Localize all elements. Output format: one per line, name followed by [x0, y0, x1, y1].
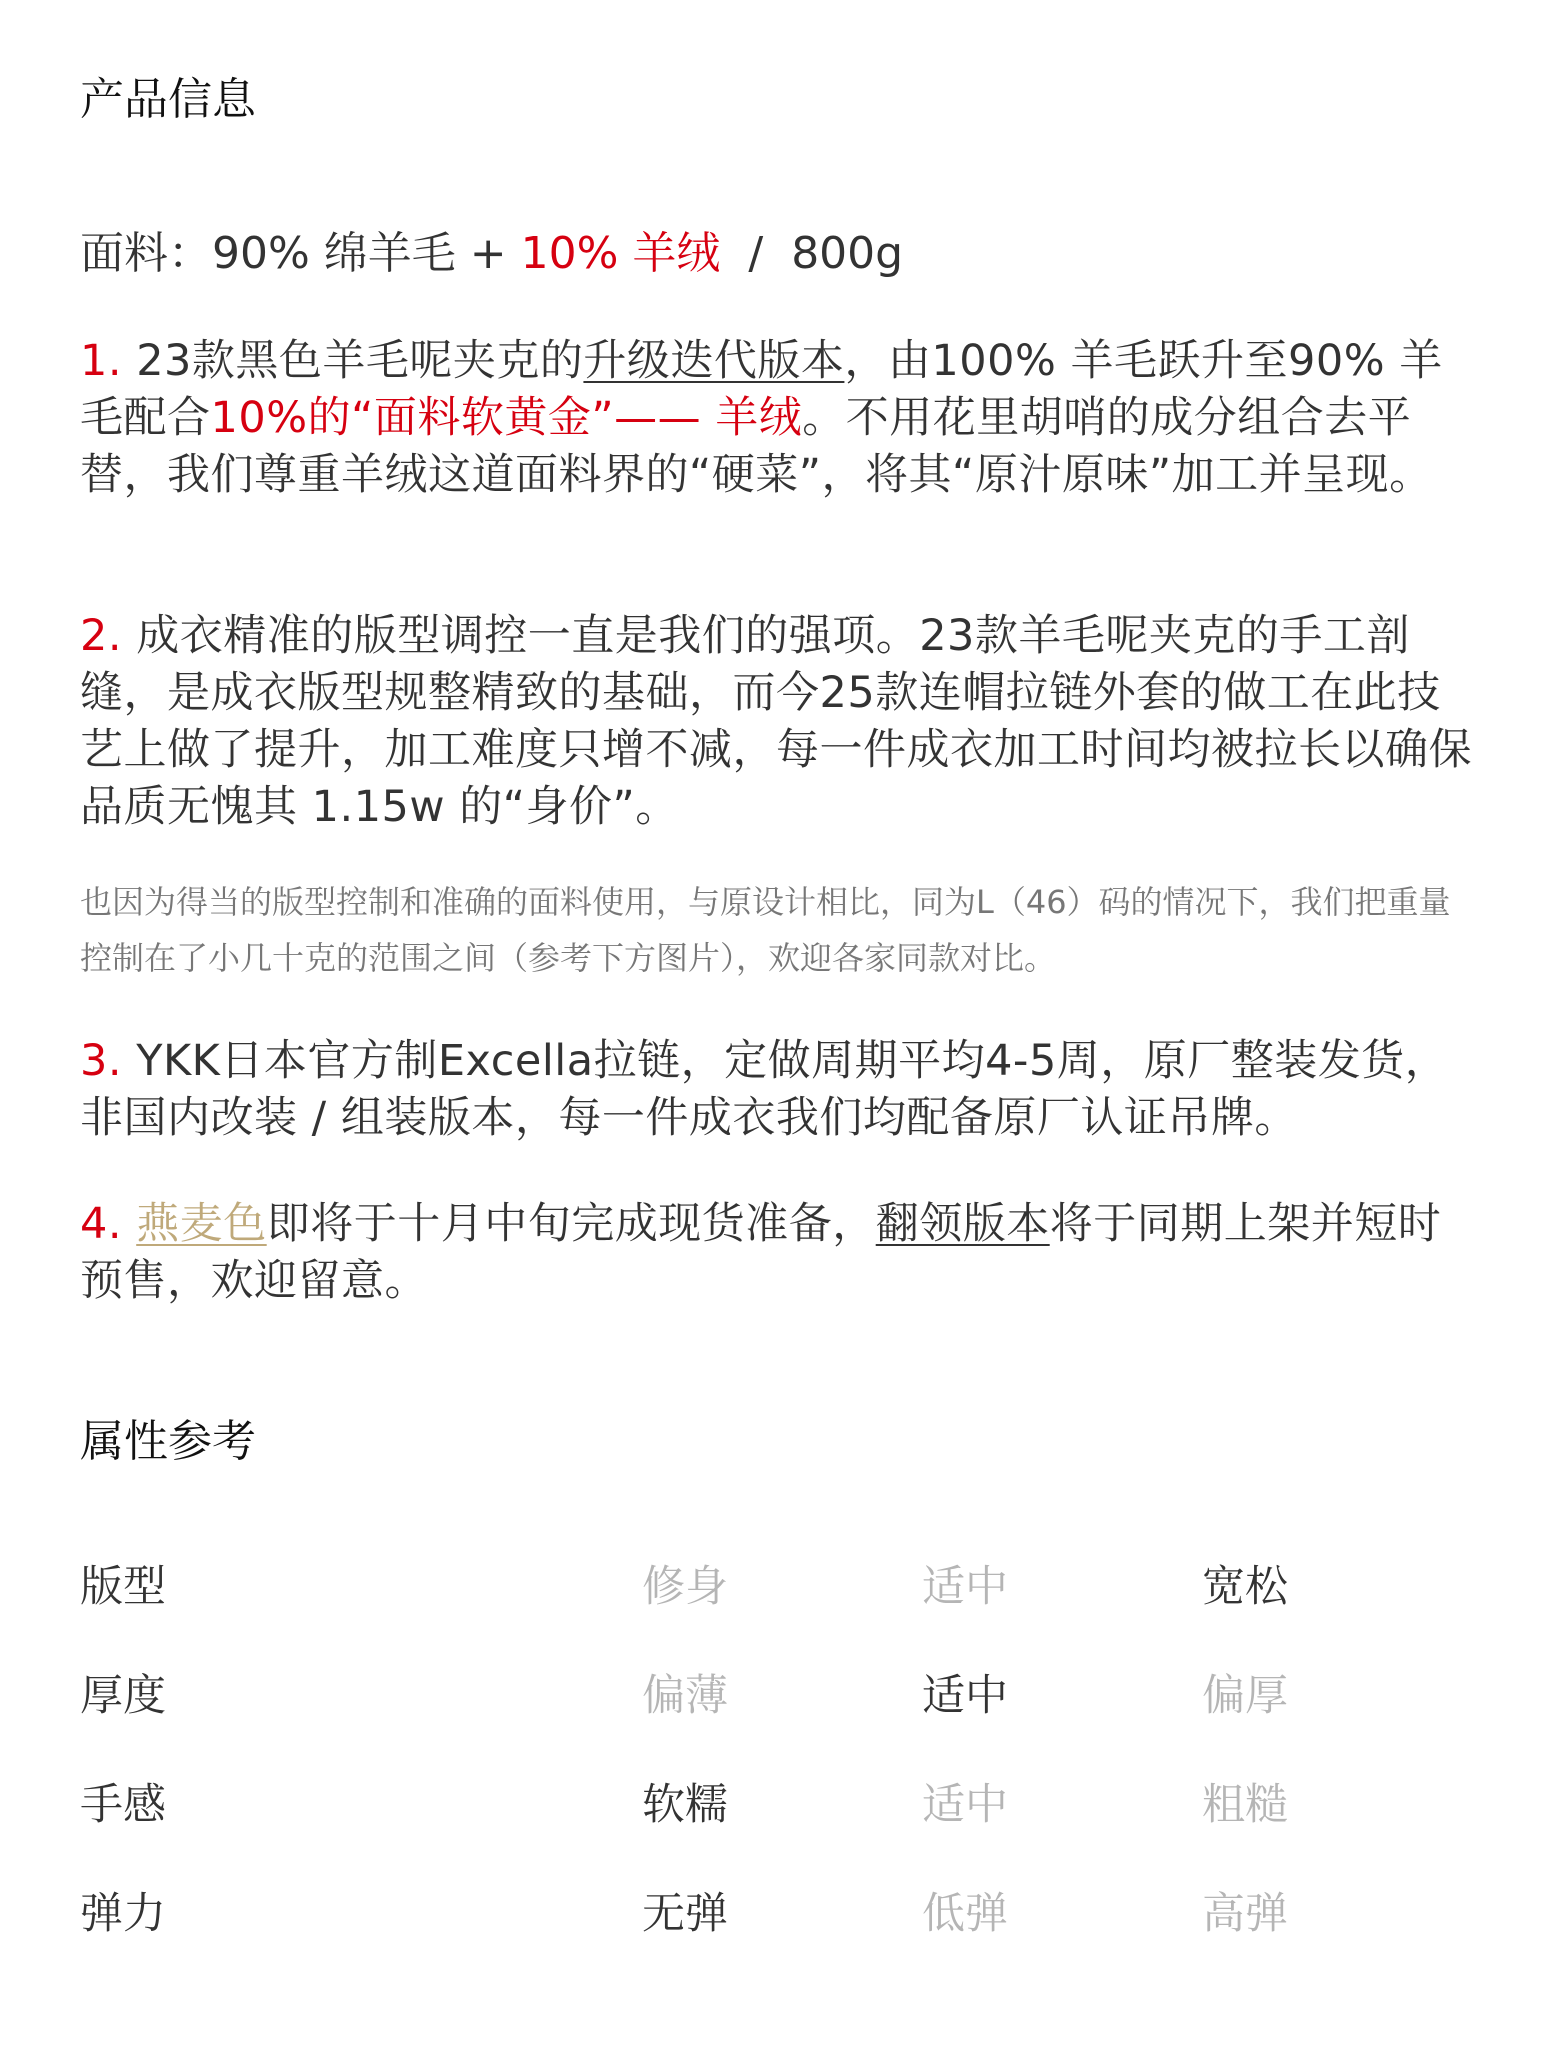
paragraph-2 [80, 608, 1480, 836]
paragraph-3-number: 3. [80, 1036, 137, 1086]
paragraph-4-number: 4. [80, 1199, 137, 1249]
attribute-option: 低弹 [922, 1889, 1008, 1939]
paragraph-1-text-a: 23款黑色羊毛呢夹克的 [136, 336, 584, 386]
attribute-option: 修身 [642, 1562, 728, 1612]
paragraph-4-text-a: 即将于十月中旬完成现货准备， [266, 1199, 876, 1249]
oat-color-link: 燕麦色 [136, 1199, 267, 1249]
attribute-option: 适中 [922, 1780, 1008, 1830]
lapel-version-link: 翻领版本 [875, 1199, 1050, 1249]
product-info-heading: 产品信息 [80, 74, 256, 125]
paragraph-1-text-c: 。不用花里胡哨的成分组合去平替，我们尊重羊绒这道面料界的“硬菜”，将其“原汁原味”加工并呈现。 [80, 393, 1433, 500]
attribute-row-fit [0, 1557, 1562, 1617]
paragraph-1-text-b: ，由100% 羊毛跃升至90% 羊毛配合 [80, 336, 1443, 443]
paragraph-2-number: 2. [80, 611, 137, 661]
paragraph-4-text-b: 将于同期上架并短时预售，欢迎留意。 [80, 1199, 1442, 1306]
attribute-label: 厚度 [80, 1671, 166, 1721]
attribute-option: 高弹 [1202, 1889, 1288, 1939]
fabric-weight: / 800g [720, 228, 904, 279]
attribute-option: 偏厚 [1202, 1671, 1288, 1721]
attribute-label: 版型 [80, 1562, 166, 1612]
fabric-line [80, 226, 903, 282]
attribute-option: 适中 [922, 1562, 1008, 1612]
fabric-cashmere: 10% 羊绒 [520, 228, 721, 279]
attribute-option-selected: 适中 [922, 1671, 1008, 1721]
paragraph-3 [80, 1033, 1480, 1147]
attribute-label: 弹力 [80, 1889, 166, 1939]
attributes-heading: 属性参考 [80, 1416, 256, 1467]
attribute-row-thickness [0, 1666, 1562, 1726]
fabric-label: 面料： [80, 228, 212, 279]
paragraph-2-text: 成衣精准的版型调控一直是我们的强项。23款羊毛呢夹克的手工剖缝，是成衣版型规整精致的基础，而今25款连帽拉链外套的做工在此技艺上做了提升，加工难度只增不减，每一件成衣加工时间均被拉长以确保品质无愧其 1.15w 的“身价”。 [80, 611, 1472, 832]
weight-note: 也因为得当的版型控制和准确的面料使用，与原设计相比，同为L（46）码的情况下，我们把重量控制在了小几十克的范围之间（参考下方图片），欢迎各家同款对比。 [80, 883, 1451, 977]
cashmere-highlight: 10%的“面料软黄金”—— 羊绒 [210, 393, 803, 443]
attribute-label: 手感 [80, 1780, 166, 1830]
attribute-row-elasticity [0, 1884, 1562, 1944]
fabric-wool: 90% 绵羊毛 + [212, 228, 521, 279]
attribute-option-selected: 宽松 [1202, 1562, 1288, 1612]
attribute-option: 偏薄 [642, 1671, 728, 1721]
upgrade-version-link: 升级迭代版本 [583, 336, 845, 386]
paragraph-4 [80, 1196, 1480, 1310]
attribute-option: 粗糙 [1202, 1780, 1288, 1830]
attribute-option-selected: 软糯 [642, 1780, 728, 1830]
paragraph-1 [80, 333, 1480, 504]
paragraph-3-text: YKK日本官方制Excella拉链，定做周期平均4-5周，原厂整装发货，非国内改装 / 组装版本，每一件成衣我们均配备原厂认证吊牌。 [80, 1036, 1449, 1143]
paragraph-1-number: 1. [80, 336, 137, 386]
attribute-option-selected: 无弹 [642, 1889, 728, 1939]
attribute-row-handfeel [0, 1775, 1562, 1835]
